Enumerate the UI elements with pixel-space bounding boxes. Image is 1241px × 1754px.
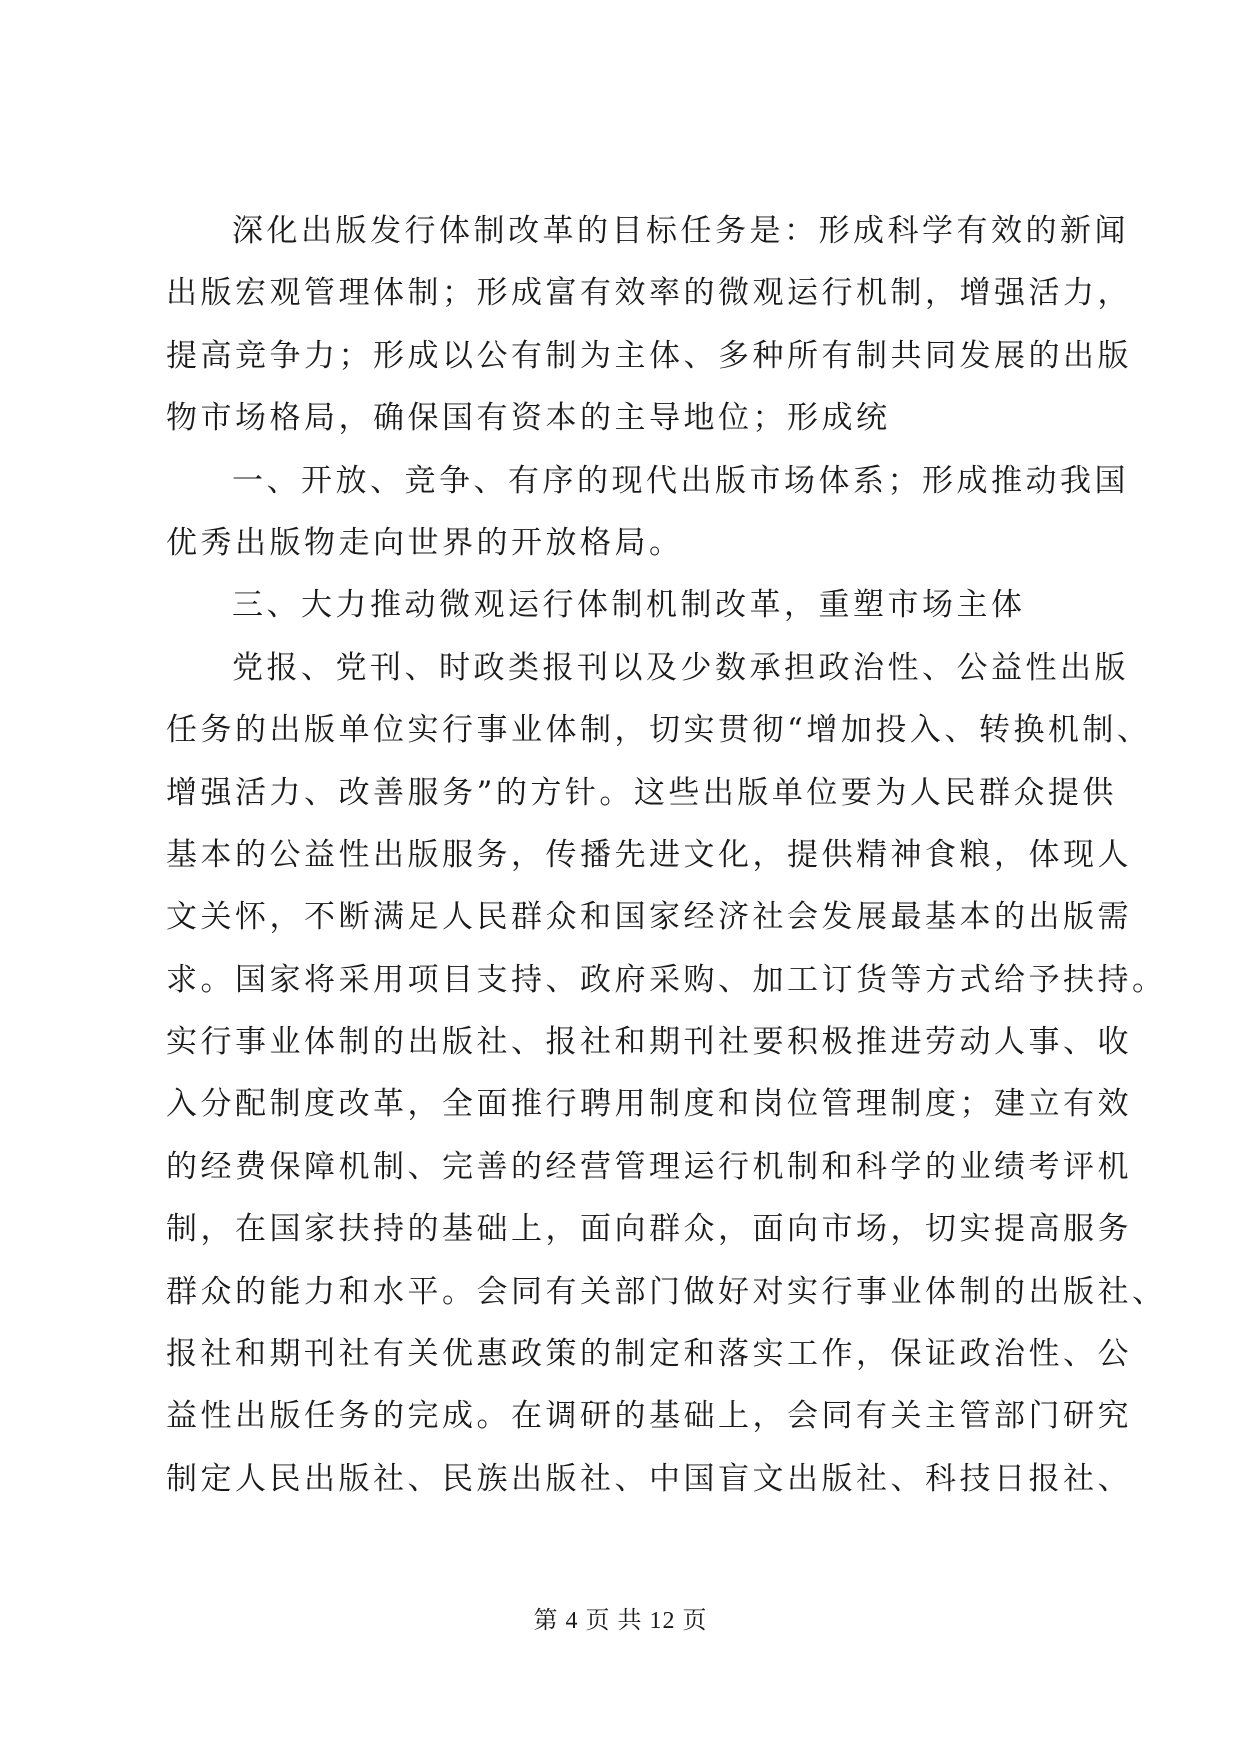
text-line: 一、开放、竞争、有序的现代出版市场体系；形成推动我国 bbox=[232, 462, 1129, 499]
text-line: 的经费保障机制、完善的经营管理运行机制和科学的业绩考评机 bbox=[166, 1148, 1132, 1185]
text-line: 优秀出版物走向世界的开放格局。 bbox=[166, 524, 684, 561]
paragraph-1 bbox=[166, 200, 1132, 450]
text-line: 求。国家将采用项目支持、政府采购、加工订货等方式给予扶持。 bbox=[166, 961, 1167, 998]
text-line: 三、大力推动微观运行体制机制改革，重塑市场主体 bbox=[232, 587, 1026, 624]
paragraph-4 bbox=[166, 637, 1167, 1510]
text-line: 益性出版任务的完成。在调研的基础上，会同有关主管部门研究 bbox=[166, 1398, 1132, 1435]
section-heading bbox=[166, 574, 1094, 636]
text-line: 实行事业体制的出版社、报社和期刊社要积极推进劳动人事、收 bbox=[166, 1024, 1132, 1061]
text-line: 物市场格局，确保国有资本的主导地位；形成统 bbox=[166, 400, 891, 437]
document-body bbox=[166, 200, 1167, 1510]
text-line: 文关怀，不断满足人民群众和国家经济社会发展最基本的出版需 bbox=[166, 899, 1132, 936]
text-line: 党报、党刊、时政类报刊以及少数承担政治性、公益性出版 bbox=[232, 649, 1129, 686]
text-line: 群众的能力和水平。会同有关部门做好对实行事业体制的出版社、 bbox=[166, 1273, 1167, 1310]
text-line: 入分配制度改革，全面推行聘用制度和岗位管理制度；建立有效 bbox=[166, 1086, 1132, 1123]
text-line: 报社和期刊社有关优惠政策的制定和落实工作，保证政治性、公 bbox=[166, 1336, 1132, 1373]
paragraph-2 bbox=[166, 450, 1129, 575]
text-line: 基本的公益性出版服务，传播先进文化，提供精神食粮，体现人 bbox=[166, 836, 1132, 873]
text-line: 提高竞争力；形成以公有制为主体、多种所有制共同发展的出版 bbox=[166, 337, 1132, 374]
text-line: 任务的出版单位实行事业体制，切实贯彻“增加投入、转换机制、 bbox=[166, 712, 1152, 749]
text-line: 出版宏观管理体制；形成富有效率的微观运行机制，增强活力， bbox=[166, 275, 1132, 312]
page-number-footer: 第 4 页 共 12 页 bbox=[533, 1608, 708, 1634]
text-line: 深化出版发行体制改革的目标任务是：形成科学有效的新闻 bbox=[232, 213, 1129, 249]
text-line: 制，在国家扶持的基础上，面向群众，面向市场，切实提高服务 bbox=[166, 1211, 1132, 1248]
text-line: 增强活力、改善服务”的方针。这些出版单位要为人民群众提供 bbox=[166, 774, 1117, 811]
text-line: 制定人民出版社、民族出版社、中国盲文出版社、科技日报社、 bbox=[166, 1460, 1132, 1497]
